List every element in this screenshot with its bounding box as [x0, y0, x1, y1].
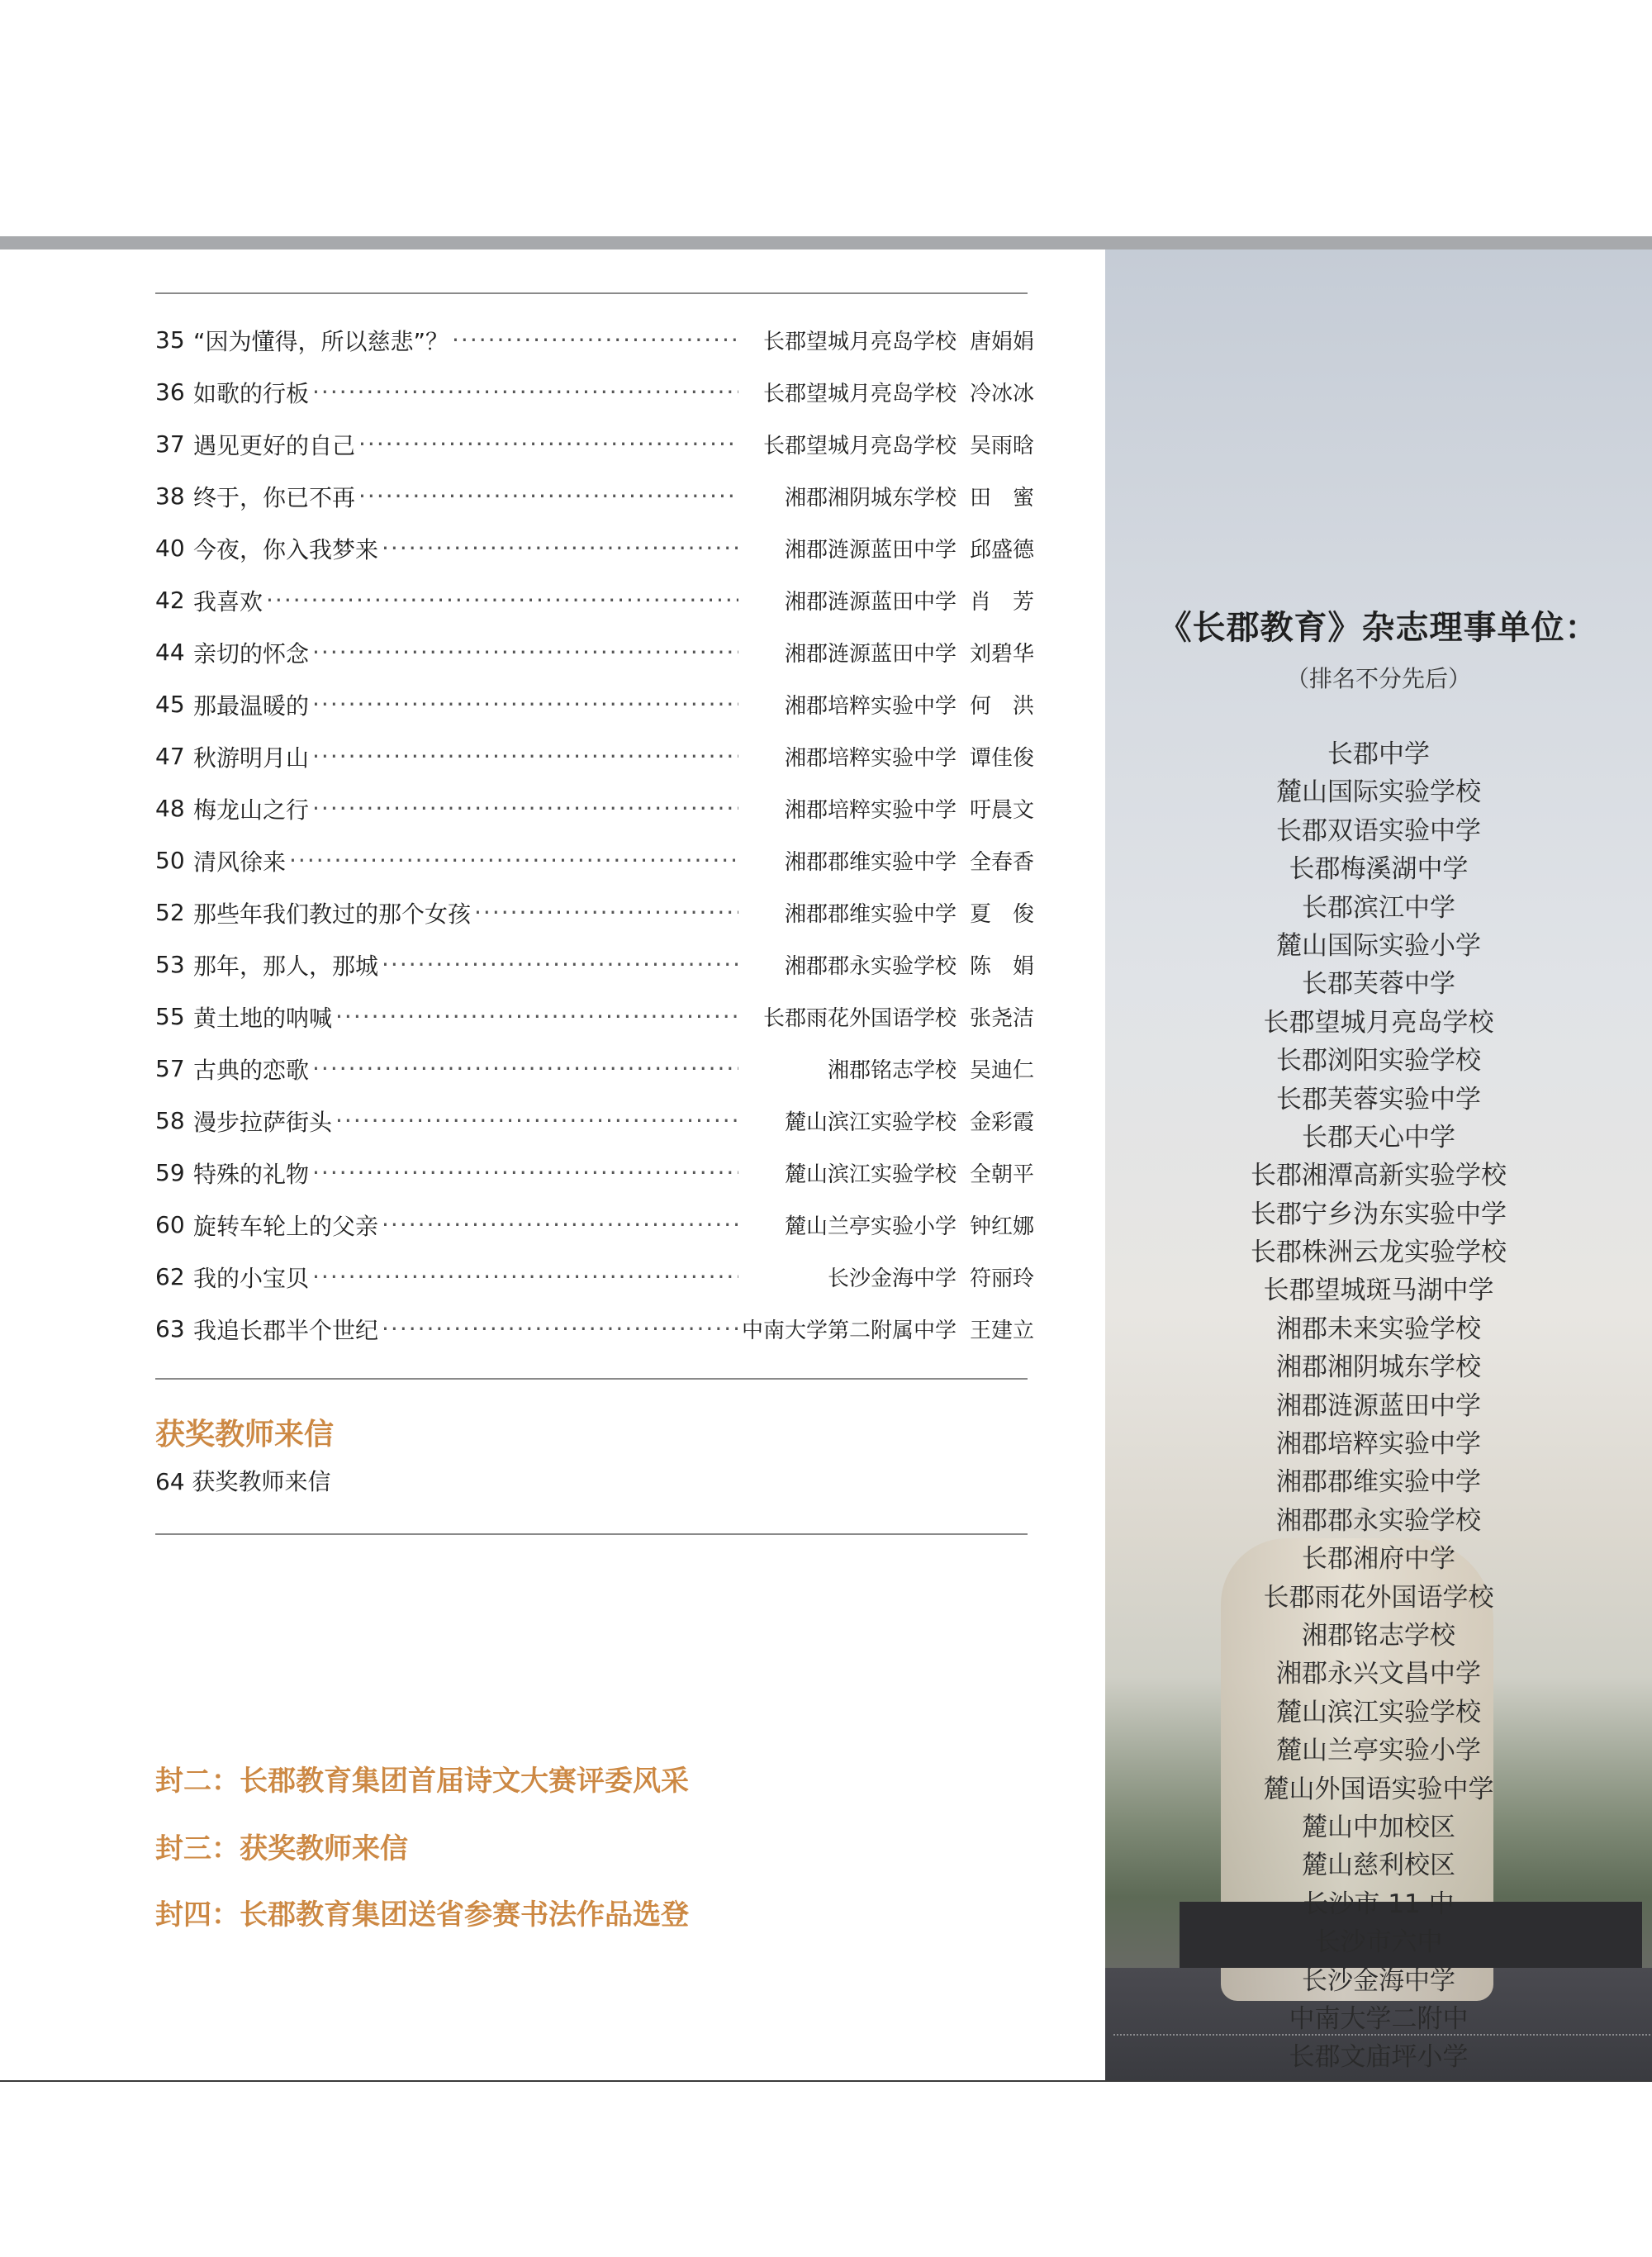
toc-leader-dots [312, 1055, 738, 1082]
member-item: 长郡中学 [1327, 739, 1430, 769]
toc-leader-dots [266, 587, 738, 614]
member-item: 麓山滨江实验学校 [1276, 1697, 1481, 1727]
toc-number: 62 [155, 1263, 185, 1290]
member-item: 湘郡郡永实验学校 [1276, 1505, 1481, 1536]
toc-row [155, 522, 1047, 574]
toc-number: 57 [155, 1055, 185, 1082]
toc-author: 王建立 [969, 1319, 1034, 1343]
toc-leader-dots [312, 743, 738, 770]
sidebar-title: 《长郡教育》杂志理事单位： [1158, 609, 1599, 647]
toc-number: 52 [155, 899, 185, 926]
member-item: 长沙市六中 [1314, 1927, 1443, 1958]
member-item: 长郡芙蓉中学 [1302, 969, 1455, 1000]
divider [155, 292, 1028, 294]
table-of-contents [155, 314, 1047, 1355]
toc-school: 湘郡培粹实验中学 [784, 746, 957, 771]
section-item: 64 获奖教师来信 [155, 1468, 331, 1495]
toc-row [155, 418, 1047, 470]
toc-author: 张尧洁 [969, 1006, 1034, 1031]
toc-title: 终于，你已不再 [193, 483, 356, 511]
toc-number: 63 [155, 1315, 185, 1342]
toc-title: 那年，那人，那城 [193, 952, 379, 980]
toc-row [155, 1303, 1047, 1355]
toc-row [155, 470, 1047, 522]
member-item: 湘郡湘阴城东学校 [1276, 1352, 1481, 1383]
toc-number: 53 [155, 951, 185, 978]
toc-school: 中南大学第二附属中学 [742, 1319, 957, 1343]
member-item: 湘郡培粹实验中学 [1276, 1429, 1481, 1460]
toc-author: 全朝平 [969, 1162, 1034, 1187]
member-item: 长沙金海中学 [1302, 1965, 1455, 1996]
toc-author: 田 蜜 [969, 486, 1034, 511]
toc-author: 肖 芳 [969, 590, 1034, 615]
toc-row [155, 314, 1047, 366]
toc-row [155, 1147, 1047, 1199]
member-item: 长郡望城月亮岛学校 [1263, 1007, 1494, 1038]
toc-row [155, 730, 1047, 782]
sidebar-panel [1105, 249, 1652, 2080]
member-item: 麓山国际实验小学 [1276, 930, 1481, 961]
toc-school: 麓山兰亭实验小学 [784, 1214, 957, 1239]
toc-school: 麓山滨江实验学校 [784, 1110, 957, 1135]
member-item: 长郡天心中学 [1302, 1122, 1455, 1152]
toc-author: 唐娟娟 [969, 330, 1034, 354]
member-item: 长郡浏阳实验学校 [1276, 1046, 1481, 1076]
toc-author: 吁晨文 [969, 798, 1034, 823]
toc-author: 钟红娜 [969, 1214, 1034, 1239]
toc-number: 40 [155, 535, 185, 562]
toc-author: 符丽玲 [969, 1266, 1034, 1291]
toc-leader-dots [312, 639, 738, 666]
toc-title: 如歌的行板 [193, 379, 310, 407]
toc-title: 漫步拉萨街头 [193, 1108, 333, 1136]
toc-school: 麓山滨江实验学校 [784, 1162, 957, 1187]
cover-note-3: 封三：获奖教师来信 [155, 1832, 408, 1865]
toc-author: 刘碧华 [969, 642, 1034, 667]
toc-leader-dots [358, 430, 738, 458]
member-item: 麓山国际实验学校 [1276, 777, 1481, 808]
toc-number: 59 [155, 1159, 185, 1186]
member-item: 长郡湘潭高新实验学校 [1251, 1161, 1507, 1191]
toc-leader-dots [382, 1315, 738, 1342]
member-item: 长郡宁乡沩东实验中学 [1251, 1199, 1507, 1229]
toc-title: 我追长郡半个世纪 [193, 1316, 379, 1344]
toc-school: 湘郡涟源蓝田中学 [784, 538, 957, 563]
toc-row [155, 886, 1047, 938]
member-item: 湘郡铭志学校 [1302, 1620, 1455, 1651]
member-item: 长郡株洲云龙实验学校 [1251, 1238, 1507, 1268]
member-item: 长郡芙蓉实验中学 [1276, 1084, 1481, 1114]
toc-leader-dots [452, 326, 738, 354]
member-item: 长郡梅溪湖中学 [1289, 854, 1469, 885]
toc-number: 42 [155, 587, 185, 614]
member-item: 湘郡涟源蓝田中学 [1276, 1390, 1481, 1421]
toc-author: 陈 娟 [969, 954, 1034, 979]
toc-school: 湘郡涟源蓝田中学 [784, 642, 957, 667]
toc-school: 湘郡郡永实验学校 [784, 954, 957, 979]
toc-title: 特殊的礼物 [193, 1160, 310, 1188]
toc-title: 我的小宝贝 [193, 1264, 310, 1292]
toc-leader-dots [382, 951, 738, 978]
member-item: 长郡双语实验中学 [1276, 815, 1481, 846]
toc-number: 50 [155, 847, 185, 874]
toc-number: 47 [155, 743, 185, 770]
toc-author: 金彩霞 [969, 1110, 1034, 1135]
divider [155, 1378, 1028, 1380]
member-item: 湘郡未来实验学校 [1276, 1314, 1481, 1344]
toc-leader-dots [289, 847, 738, 874]
toc-title: 旋转车轮上的父亲 [193, 1212, 379, 1240]
sidebar-subtitle: （排名不分先后） [1285, 665, 1471, 692]
toc-row [155, 1095, 1047, 1147]
toc-title: 黄土地的呐喊 [193, 1004, 333, 1032]
member-list [1105, 735, 1652, 2077]
toc-leader-dots [312, 795, 738, 822]
toc-author: 邱盛德 [969, 538, 1034, 563]
toc-leader-dots [312, 1159, 738, 1186]
toc-leader-dots [312, 1263, 738, 1290]
toc-school: 湘郡郡维实验中学 [784, 850, 957, 875]
member-item: 长郡望城斑马湖中学 [1263, 1276, 1494, 1306]
member-item: 长郡文庙坪小学 [1289, 2042, 1469, 2073]
toc-row [155, 1199, 1047, 1251]
toc-number: 35 [155, 326, 185, 354]
member-item: 长郡湘府中学 [1302, 1544, 1455, 1575]
member-item: 湘郡郡维实验中学 [1276, 1467, 1481, 1498]
toc-row [155, 1251, 1047, 1303]
toc-number: 45 [155, 691, 185, 718]
toc-title: 今夜，你入我梦来 [193, 535, 379, 563]
toc-row [155, 782, 1047, 834]
section-heading: 获奖教师来信 [155, 1417, 335, 1452]
toc-title: 古典的恋歌 [193, 1056, 310, 1084]
toc-title: 那些年我们教过的那个女孩 [193, 900, 472, 928]
toc-row [155, 626, 1047, 678]
toc-leader-dots [382, 535, 738, 562]
member-item: 麓山外国语实验中学 [1263, 1774, 1494, 1804]
toc-author: 夏 俊 [969, 902, 1034, 927]
toc-title: 遇见更好的自己 [193, 431, 356, 459]
toc-author: 何 洪 [969, 694, 1034, 719]
toc-title: 秋游明月山 [193, 744, 310, 772]
toc-leader-dots [312, 378, 738, 406]
toc-number: 48 [155, 795, 185, 822]
toc-author: 谭佳俊 [969, 746, 1034, 771]
toc-row [155, 678, 1047, 730]
toc-school: 湘郡湘阴城东学校 [784, 486, 957, 511]
toc-school: 长沙金海中学 [827, 1266, 957, 1291]
toc-school: 长郡雨花外国语学校 [762, 1006, 957, 1031]
member-item: 长郡雨花外国语学校 [1263, 1582, 1494, 1613]
toc-number: 37 [155, 430, 185, 458]
toc-row [155, 1043, 1047, 1095]
member-item: 麓山兰亭实验小学 [1276, 1736, 1481, 1766]
toc-school: 长郡望城月亮岛学校 [762, 330, 957, 354]
toc-school: 长郡望城月亮岛学校 [762, 434, 957, 459]
toc-school: 湘郡郡维实验中学 [784, 902, 957, 927]
toc-author: 吴雨晗 [969, 434, 1034, 459]
toc-school: 湘郡涟源蓝田中学 [784, 590, 957, 615]
header-bar [0, 236, 1652, 249]
toc-number: 36 [155, 378, 185, 406]
toc-leader-dots [382, 1211, 738, 1238]
toc-row [155, 991, 1047, 1043]
toc-title: 那最温暖的 [193, 691, 310, 720]
toc-title: 清风徐来 [193, 848, 287, 876]
toc-leader-dots [358, 482, 738, 510]
member-item: 麓山慈利校区 [1302, 1851, 1455, 1881]
toc-number: 55 [155, 1003, 185, 1030]
toc-title: 梅龙山之行 [193, 796, 310, 824]
toc-row [155, 938, 1047, 991]
toc-number: 60 [155, 1211, 185, 1238]
toc-title: 我喜欢 [193, 587, 263, 615]
toc-author: 冷冰冰 [969, 382, 1034, 406]
toc-number: 58 [155, 1107, 185, 1134]
toc-leader-dots [335, 1003, 738, 1030]
toc-leader-dots [312, 691, 738, 718]
member-item: 麓山中加校区 [1302, 1812, 1455, 1842]
toc-school: 湘郡培粹实验中学 [784, 694, 957, 719]
toc-school: 湘郡培粹实验中学 [784, 798, 957, 823]
toc-row [155, 834, 1047, 886]
toc-title: 亲切的怀念 [193, 639, 310, 668]
toc-leader-dots [335, 1107, 738, 1134]
member-item: 中南大学二附中 [1289, 2003, 1469, 2034]
member-item: 长沙市 11 中 [1303, 1889, 1455, 1919]
cover-note-4: 封四：长郡教育集团送省参赛书法作品选登 [155, 1898, 689, 1932]
toc-row [155, 574, 1047, 626]
cover-note-2: 封二：长郡教育集团首届诗文大赛评委风采 [155, 1765, 689, 1798]
toc-number: 38 [155, 482, 185, 510]
toc-school: 湘郡铭志学校 [827, 1058, 957, 1083]
toc-title: “因为懂得，所以慈悲”？ [193, 327, 449, 355]
toc-leader-dots [474, 899, 738, 926]
toc-number: 44 [155, 639, 185, 666]
footer-rule [0, 2080, 1652, 2082]
member-item: 湘郡永兴文昌中学 [1276, 1659, 1481, 1689]
divider [155, 1533, 1028, 1535]
toc-author: 全春香 [969, 850, 1034, 875]
toc-school: 长郡望城月亮岛学校 [762, 382, 957, 406]
member-item: 长郡滨江中学 [1302, 892, 1455, 923]
toc-row [155, 366, 1047, 418]
toc-author: 吴迪仁 [969, 1058, 1034, 1083]
